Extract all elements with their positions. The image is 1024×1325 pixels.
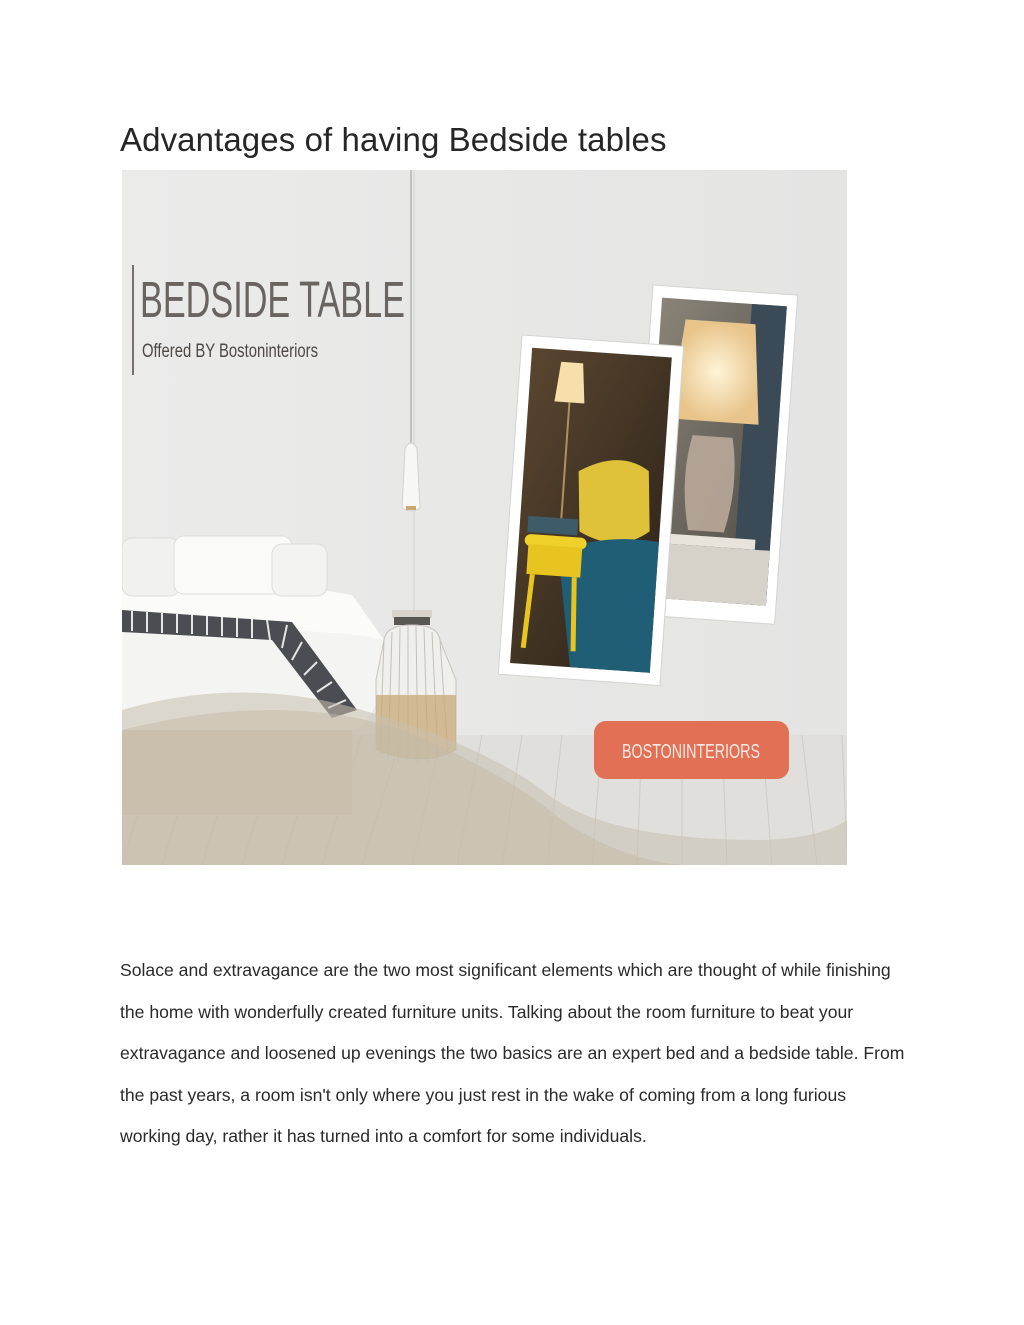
brand-button-label: BOSTONINTERIORS [622, 741, 760, 763]
hero-image [122, 170, 847, 865]
hero-heading: BEDSIDE TABLE [140, 271, 405, 328]
hero-subheading: Offered BY Bostoninteriors [142, 341, 318, 362]
page-title: Advantages of having Bedside tables [120, 121, 667, 158]
photo-frame-nightstand [498, 335, 683, 685]
body-paragraph: Solace and extravagance are the two most significant elements which are thought of while finishing the home with wonderfully created furniture units. Talking about the room furniture to beat your extravagance and loosened up evenings the two basics are an expert bed and a bedside table. From the past years, a room isn't only where you just rest in the wake of coming from a long furious working day, rather it has turned into a comfort for some individuals. [120, 960, 905, 1146]
brand-button [594, 721, 789, 779]
